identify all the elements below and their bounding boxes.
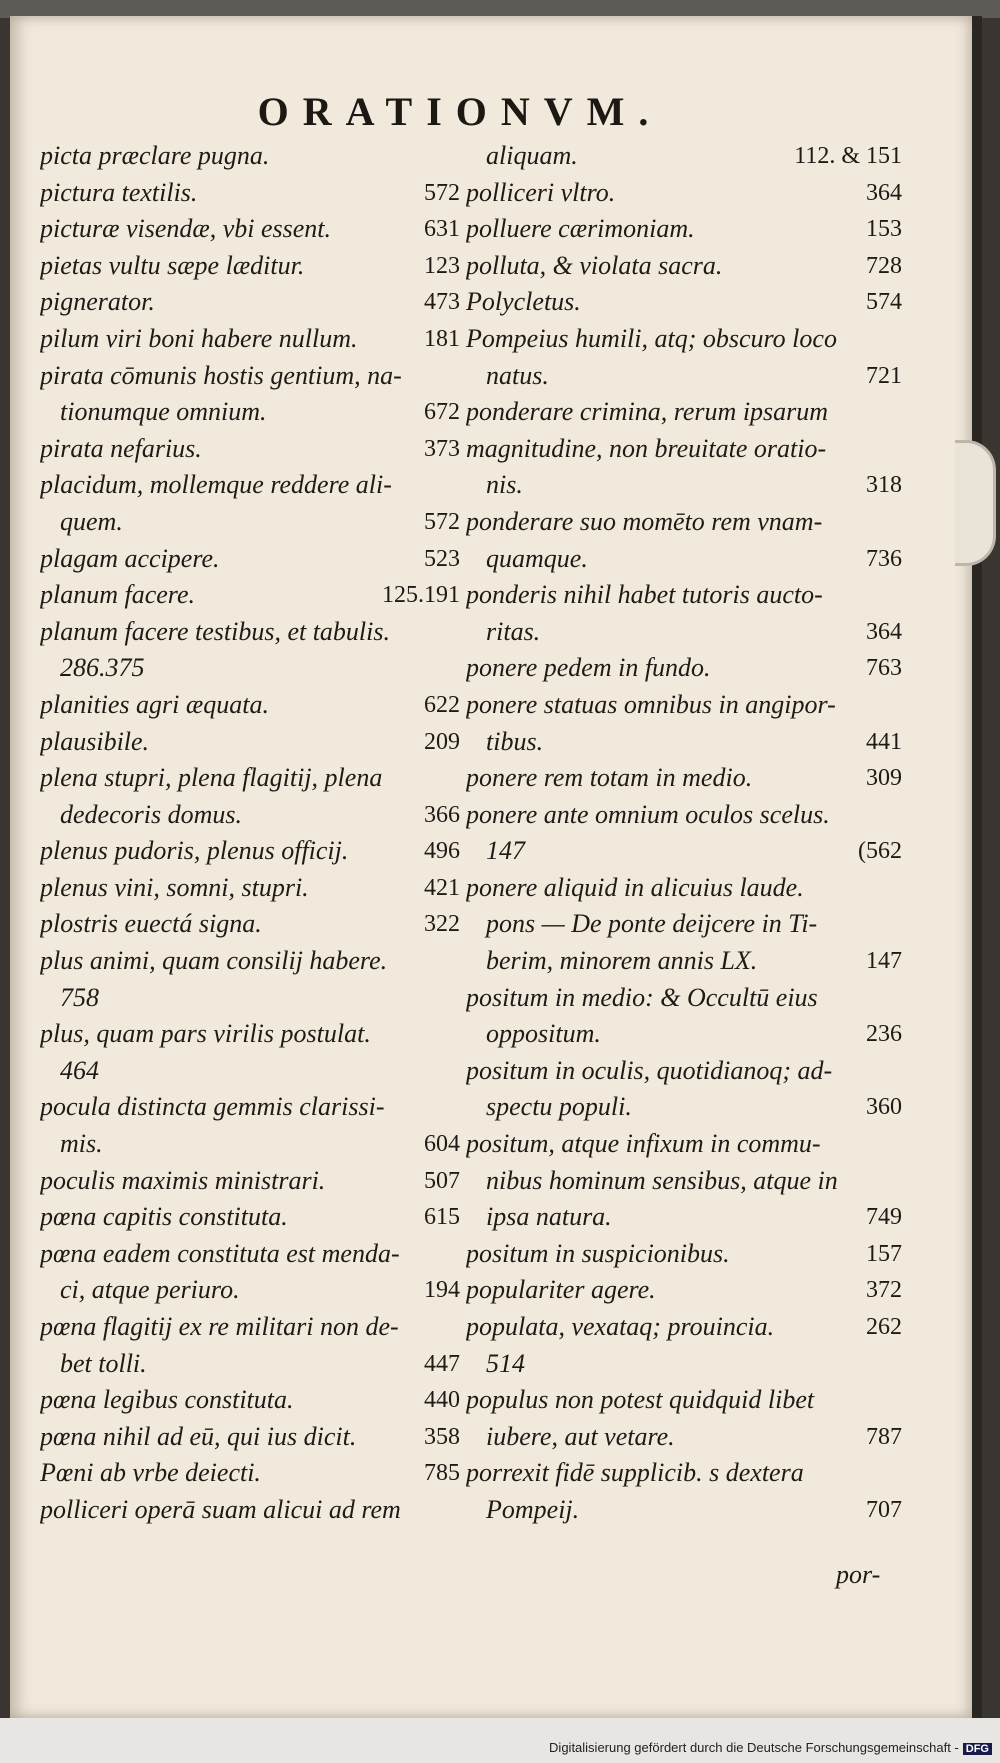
index-entry: [40, 1419, 460, 1456]
index-entry-text: porrexit fidē supplicib. s dextera: [466, 1458, 804, 1488]
index-entry-text: dedecoris domus.: [60, 799, 242, 829]
index-entry: [466, 1492, 902, 1529]
index-entry: [40, 1016, 460, 1053]
index-entry-text: pietas vultu sæpe læditur.: [40, 250, 305, 280]
index-entry: [466, 541, 902, 578]
index-entry: [466, 833, 902, 870]
index-entry: [466, 394, 902, 431]
index-page-number: 441: [866, 728, 902, 755]
index-page-number: 112. & 151: [794, 143, 902, 169]
index-entry: [466, 1272, 902, 1309]
index-entry: [40, 1236, 460, 1273]
index-entry-text: quem.: [60, 506, 123, 536]
index-entry-text: 758: [60, 982, 99, 1012]
index-page-number: 728: [866, 252, 902, 279]
index-entry-text: bet tolli.: [60, 1348, 147, 1378]
index-entry: [466, 577, 902, 614]
index-entry-text: ponere ante omnium oculos scelus.: [466, 799, 830, 829]
index-entry: [466, 724, 902, 761]
index-entry: [466, 870, 902, 907]
index-page-number: 194: [424, 1277, 460, 1304]
index-entry-text: 286.375: [60, 653, 145, 683]
index-entry-text: pœna capitis constituta.: [40, 1202, 288, 1232]
index-entry-text: pirata nefarius.: [40, 433, 202, 463]
index-entry: [466, 1199, 902, 1236]
index-page-number: 523: [424, 545, 460, 572]
index-entry-text: planities agri æquata.: [40, 689, 269, 719]
index-entry-text: pictura textilis.: [40, 177, 198, 207]
index-entry: [466, 687, 902, 724]
right-index-column: [466, 138, 902, 1529]
index-entry: [466, 1346, 902, 1383]
index-entry-text: populata, vexataq; prouincia.: [466, 1312, 775, 1341]
index-entry-text: polliceri operā suam alicui ad rem: [40, 1494, 401, 1524]
index-entry-text: planum facere.: [40, 580, 195, 610]
index-entry-text: populariter agere.: [466, 1275, 656, 1305]
index-entry: [40, 614, 460, 651]
index-entry-text: 147: [486, 836, 525, 866]
index-entry-text: Polycletus.: [466, 287, 581, 317]
index-entry: [40, 1492, 460, 1529]
index-entry-text: picta præclare pugna.: [40, 141, 270, 170]
index-entry: [466, 980, 902, 1017]
index-entry-text: natus.: [486, 360, 549, 390]
index-entry: [466, 1163, 902, 1200]
index-entry-text: plenus pudoris, plenus officij.: [40, 836, 349, 866]
index-entry-text: mis.: [60, 1129, 103, 1159]
index-entry-text: ci, atque periuro.: [60, 1275, 240, 1305]
index-entry: [40, 541, 460, 578]
index-entry-text: pignerator.: [40, 287, 155, 317]
index-entry-text: nis.: [486, 470, 523, 500]
index-entry-text: Pompeij.: [486, 1494, 580, 1524]
index-page-number: 364: [866, 618, 902, 645]
index-page-number: 787: [866, 1423, 902, 1450]
index-entry-text: picturæ visendæ, vbi essent.: [40, 214, 332, 244]
index-entry: [466, 431, 902, 468]
catchword: por-: [836, 1560, 881, 1589]
index-entry: [466, 1309, 902, 1346]
index-entry: [466, 321, 902, 358]
index-entry: [40, 284, 460, 321]
index-entry-text: plus animi, quam consilij habere.: [40, 946, 388, 976]
index-page-number: 147: [866, 948, 902, 975]
index-entry: [466, 1016, 902, 1053]
index-page-number: 123: [424, 252, 460, 279]
index-entry: [466, 797, 902, 834]
dfg-logo: DFG: [963, 1743, 992, 1755]
index-page-number: 372: [866, 1277, 902, 1304]
index-entry-text: positum in medio: & Occultū eius: [466, 982, 818, 1012]
index-entry-text: pilum viri boni habere nullum.: [40, 323, 358, 353]
index-entry: [40, 1382, 460, 1419]
index-entry-text: quamque.: [486, 543, 588, 573]
index-entry-text: plagam accipere.: [40, 543, 220, 573]
index-entry-text: positum, atque infixum in commu-: [466, 1129, 821, 1159]
index-page-number: 236: [866, 1021, 902, 1048]
index-page-number: 309: [866, 765, 902, 792]
index-entry: [466, 1382, 902, 1419]
index-entry: [40, 248, 460, 285]
index-entry: [40, 980, 460, 1017]
index-entry-text: ritas.: [486, 616, 541, 646]
index-entry: [466, 175, 902, 212]
index-page-number: 574: [866, 289, 902, 316]
index-entry: [466, 358, 902, 395]
index-entry-text: pons — De ponte deijcere in Ti-: [486, 909, 818, 939]
index-entry-text: polluere cærimoniam.: [466, 214, 695, 244]
index-entry: [466, 211, 902, 248]
index-entry-text: poculis maximis ministrari.: [40, 1165, 326, 1195]
index-entry: [40, 431, 460, 468]
index-entry-text: pœna legibus constituta.: [40, 1385, 294, 1415]
index-entry: [40, 467, 460, 504]
index-page-number: 153: [866, 216, 902, 243]
index-entry-text: pirata cōmunis hostis gentium, na-: [40, 360, 402, 390]
index-entry: [40, 1346, 460, 1383]
index-page-number: 181: [424, 325, 460, 352]
index-entry: [466, 650, 902, 687]
index-page-number: 604: [424, 1131, 460, 1158]
index-entry: [466, 1126, 902, 1163]
index-entry-text: ponere pedem in fundo.: [466, 653, 711, 683]
index-entry-text: oppositum.: [486, 1019, 601, 1049]
index-page-number: 631: [424, 216, 460, 243]
index-entry-text: pocula distincta gemmis clarissi-: [40, 1092, 385, 1122]
index-entry: [40, 906, 460, 943]
index-page-number: 572: [424, 508, 460, 535]
index-entry: [466, 614, 902, 651]
index-entry: [40, 943, 460, 980]
index-entry: [40, 687, 460, 724]
index-entry: [40, 1163, 460, 1200]
index-page-number: 322: [424, 911, 460, 938]
index-entry: [40, 211, 460, 248]
index-page-number: 373: [424, 435, 460, 462]
index-entry-text: ponere aliquid in alicuius laude.: [466, 872, 804, 902]
index-page-number: 360: [866, 1094, 902, 1121]
index-page-number: 318: [866, 472, 902, 499]
index-page-number: 421: [424, 874, 460, 901]
index-entry-text: plenus vini, somni, stupri.: [40, 872, 309, 902]
clasp-ring: [955, 440, 996, 566]
index-page-number: 572: [424, 179, 460, 206]
index-page-number: 721: [866, 362, 902, 389]
index-entry-text: Pompeius humili, atq; obscuro loco: [466, 323, 837, 353]
index-entry-text: nibus hominum sensibus, atque in: [486, 1165, 838, 1195]
index-page-number: 785: [424, 1460, 460, 1487]
index-entry: [466, 1455, 902, 1492]
index-entry-text: magnitudine, non breuitate oratio-: [466, 433, 827, 463]
index-page-number: 615: [424, 1204, 460, 1231]
left-index-column: [40, 138, 460, 1529]
index-entry-text: positum in suspicionibus.: [466, 1238, 730, 1268]
index-entry-text: ponere rem totam in medio.: [466, 763, 753, 793]
index-entry: [40, 760, 460, 797]
index-entry: [40, 394, 460, 431]
index-entry-text: plostris euectá signa.: [40, 909, 262, 939]
index-entry: [40, 358, 460, 395]
index-entry-text: ponderare crimina, rerum ipsarum: [466, 397, 829, 427]
index-entry-text: iubere, aut vetare.: [486, 1421, 675, 1451]
index-page-number: 440: [424, 1387, 460, 1414]
index-entry-text: plausibile.: [40, 726, 150, 756]
index-page-number: 749: [866, 1204, 902, 1231]
index-entry-text: pœna eadem constituta est menda-: [40, 1238, 400, 1268]
index-page-number: 157: [866, 1240, 902, 1267]
index-entry-text: plus, quam pars virilis postulat.: [40, 1019, 371, 1049]
index-entry-text: planum facere testibus, et tabulis.: [40, 616, 390, 646]
index-entry: [40, 321, 460, 358]
index-entry: [466, 504, 902, 541]
index-entry-text: polluta, & violata sacra.: [466, 250, 723, 280]
index-entry: [466, 248, 902, 285]
index-page-number: 507: [424, 1167, 460, 1194]
index-entry-text: polliceri vltro.: [466, 177, 616, 207]
index-entry-text: 514: [486, 1348, 525, 1378]
index-page-number: 496: [424, 838, 460, 865]
index-entry: [466, 284, 902, 321]
index-page-number: 262: [866, 1314, 902, 1340]
index-entry-text: aliquam.: [486, 141, 578, 170]
index-entry: [40, 650, 460, 687]
index-entry-text: ponderis nihil habet tutoris aucto-: [466, 580, 823, 610]
index-entry: [40, 870, 460, 907]
index-entry: [466, 138, 902, 175]
index-entry: [40, 1272, 460, 1309]
index-entry-text: Pœni ab vrbe deiecti.: [40, 1458, 261, 1488]
index-entry-text: pœna nihil ad eū, qui ius dicit.: [40, 1421, 357, 1451]
index-entry-text: ponere statuas omnibus in angipor-: [466, 689, 836, 719]
index-entry-text: placidum, mollemque reddere ali-: [40, 470, 392, 500]
index-entry: [466, 1236, 902, 1273]
index-entry: [466, 1089, 902, 1126]
index-page-number: 672: [424, 399, 460, 426]
index-entry: [40, 1126, 460, 1163]
index-page-number: 358: [424, 1423, 460, 1450]
index-entry: [466, 1053, 902, 1090]
index-page-number: 209: [424, 728, 460, 755]
index-entry: [40, 724, 460, 761]
index-page-number: 622: [424, 691, 460, 718]
index-entry: [40, 1309, 460, 1346]
index-page-number: 473: [424, 289, 460, 316]
index-page-number: 736: [866, 545, 902, 572]
index-entry-text: berim, minorem annis LX.: [486, 946, 758, 976]
index-entry: [40, 1053, 460, 1090]
index-entry-text: spectu populi.: [486, 1092, 632, 1122]
index-page-number: (562: [858, 838, 902, 865]
index-page-number: 125.191: [382, 582, 460, 609]
index-entry: [466, 760, 902, 797]
index-entry: [40, 833, 460, 870]
index-page-number: 366: [424, 801, 460, 828]
index-entry: [466, 1419, 902, 1456]
index-page-number: 763: [866, 655, 902, 682]
index-entry: [40, 504, 460, 541]
index-entry: [466, 906, 902, 943]
index-entry: [40, 1455, 460, 1492]
footer-credit-text: Digitalisierung gefördert durch die Deutsche Forschungsgemeinschaft -: [549, 1740, 959, 1755]
index-page-number: 364: [866, 179, 902, 206]
index-entry: [40, 138, 460, 175]
index-entry-text: 464: [60, 1055, 99, 1085]
index-page-number: 707: [866, 1496, 902, 1523]
index-entry-text: tibus.: [486, 726, 544, 756]
index-entry-text: plena stupri, plena flagitij, plena: [40, 763, 383, 793]
index-entry: [40, 577, 460, 614]
index-entry-text: tionumque omnium.: [60, 397, 267, 427]
index-entry-text: pœna flagitij ex re militari non de-: [40, 1312, 399, 1341]
index-entry: [40, 1089, 460, 1126]
index-entry: [466, 467, 902, 504]
index-entry: [40, 797, 460, 834]
index-entry-text: ipsa natura.: [486, 1202, 612, 1232]
index-entry: [40, 1199, 460, 1236]
index-entry-text: populus non potest quidquid libet: [466, 1385, 815, 1415]
index-page-number: 447: [424, 1350, 460, 1377]
index-entry: [40, 175, 460, 212]
footer-credit: [549, 1740, 992, 1755]
index-entry-text: ponderare suo momēto rem vnam-: [466, 506, 823, 536]
index-entry-text: positum in oculis, quotidianoq; ad-: [466, 1055, 833, 1085]
running-head: ORATIONVM.: [257, 89, 663, 134]
index-entry: [466, 943, 902, 980]
